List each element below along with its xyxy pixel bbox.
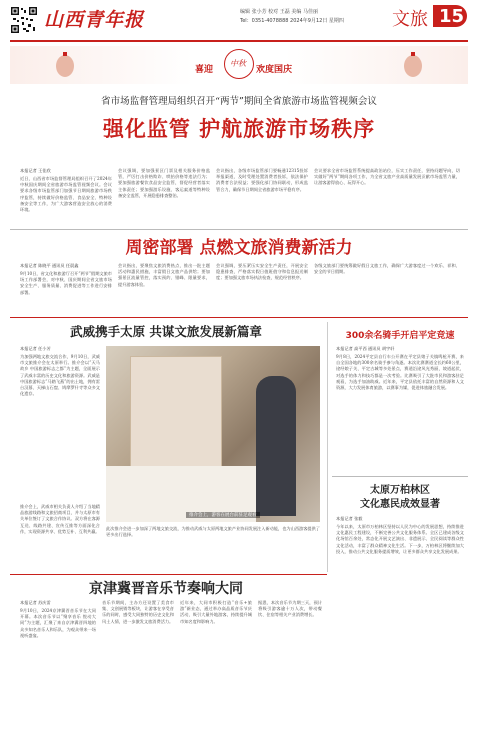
- article1-col4: 会议要求全省市场监管系统提高政治站位，压实工作责任，坚持问题导向，切实做好“两节”期间各项工作，为全省文旅产业高质量发展贡献市场监管力量，让游客游得放心、玩得开心。: [314, 168, 460, 186]
- article1-kicker: 省市场监督管理局组织召开“两节”期间全省旅游市场监管视频会议: [101, 96, 377, 107]
- newspaper-logo: 山西青年报: [44, 9, 145, 31]
- article5-text: 今年以来，太原市万柏林区坚持以人民为中心的发展思想，持续推进文化惠民工程建设，不断完善公共文化服务体系。全区已建成各级文化场馆百余处，常态化开展文艺演出、非遗展示、全民阅读等群众性文化活动，丰富了群众精神文化生活。下一步，万柏林区将继续加大投入，推动公共文化服务提质增效，让更多群众共享文化发展成果。: [336, 524, 464, 554]
- column-divider: [327, 322, 328, 572]
- masthead-meta-date: Tel：0351-4078888 2024年9月12日 星期四: [240, 18, 344, 24]
- banner-left-text: 喜迎: [195, 65, 214, 75]
- article6-headline: 京津冀晋音乐节奏响大同: [89, 581, 243, 597]
- page-number-label: 15: [439, 6, 465, 27]
- article6-col1: 9月10日，2024京津冀晋音乐节在大同开幕。本次音乐节以“聚享音乐 悦动大同”为主题，汇聚了来自京津冀晋四地的众多知名音乐人和乐队，为观众带来一场视听盛宴。: [20, 608, 96, 638]
- article3-photo-caption: 推介会上，游客在展台前驻足观看: [186, 512, 260, 518]
- banner-right-text: 欢度国庆: [256, 65, 293, 75]
- article1-col2: 会议强调，要加强景区门票及相关服务价格监管，严厉打击价格欺诈、哄抬价格等违法行为；要加强旅游餐饮食品安全监管，督促经营者落实主体责任；要加强游乐设施、客运索道等特种设备安全监管，开展隐患排查整治。: [118, 168, 210, 198]
- article2-col1: 9月10日，省文化和旅游厅召开“两节”假期文旅市场工作部署会，对中秋、国庆期间全省文旅市场安全生产、服务质量、消费促进等工作进行安排部署。: [20, 271, 112, 295]
- article3-col1: 为加强两地文旅交流合作，9月10日，武威市文旅推介会在太原举行。推介会以“天马故乡 中国旅游标志之都”为主题，全面展示了武威丰富的历史文化和旅游资源。武威是中国旅游标志“马踏飞燕”的出土地，拥有雷台汉墓、天梯山石窟、鸠摩罗什寺等众多文化遗存。: [20, 354, 100, 397]
- article5-headline: [332, 484, 468, 512]
- article2-byline: 本报记者 陈晓平 通讯员 任晨鑫: [20, 263, 79, 268]
- article1-headline: 强化监管 护航旅游市场秩序: [102, 117, 376, 141]
- article3-headline: 武威携手太原 共谋文旅发展新篇章: [70, 324, 262, 339]
- article4-text: 9月8日，2024平定县自行车公开赛在平定县娘子关镇鸣枪开赛，来自全国各地的300余名骑手参与角逐。本次比赛赛道全长约60公里，途经娘子关、平定古城等多处景点，赛道沿途风光秀丽，坡道起伏，对选手的体力和技巧都是一次考验。比赛吸引了大批市民和游客驻足观看，为选手加油助威。近年来，平定县依托丰富的自然资源和人文资源，大力发展体育旅游，以赛事为媒，促进体旅融合发展。: [336, 354, 464, 391]
- mid-autumn-badge-label: 中秋: [230, 59, 246, 68]
- section-title: 文旅: [392, 9, 428, 30]
- article1-byline: 本报记者 王佳欣: [20, 168, 51, 173]
- masthead-rule: [10, 40, 468, 42]
- divider: [10, 574, 327, 575]
- article5-byline: 本报记者 张毅: [336, 516, 363, 521]
- photo-banner-stand: [130, 356, 222, 478]
- article3-col3: 此次推介会进一步加深了两地文旅交流，为推动武威与太原两地文旅产业协同发展注入新动能，也为山西游客提供了更多出行选择。: [106, 526, 320, 538]
- article6-byline: 本报记者 苏庆雷: [20, 600, 51, 605]
- festival-banner: [10, 46, 468, 84]
- article2-col4: 各级文旅部门要统筹做好假日文旅工作，确保广大游客度过一个欢乐、祥和、安全的节日假期。: [314, 263, 460, 275]
- article1-col1: 近日，山西省市场监督管理局组织召开了2024年中秋国庆期间全省旅游市场监管视频会议。会议要求各级市场监管部门加强节日期间旅游市场秩序监管，持续做好价格监管、食品安全、特种设备安全等工作，为广大游客营造安全放心的消费环境。: [20, 176, 112, 213]
- page-number: [433, 5, 467, 27]
- article6-col3: 近年来，大同市积极打造“音乐+旅游”新业态，通过举办高品质音乐节庆活动，吸引大量外地游客，持续提升城市知名度和影响力。: [180, 600, 252, 624]
- article3-col2: 推介会上，武威市相关负责人介绍了当地精品旅游线路和文旅招商项目，并与太原市有关单位签订了文旅合作协议。双方将在客源互送、线路共建、宣传互推等方面深化合作，实现资源共享、优势互补、互利共赢。: [20, 504, 100, 534]
- mid-autumn-badge: [224, 49, 254, 79]
- divider: [332, 476, 468, 477]
- divider: [10, 317, 468, 318]
- lantern-decoration: [50, 50, 80, 80]
- divider: [10, 229, 468, 230]
- article5-headline-text: 太原万柏林区 文化惠民成效显著: [360, 485, 440, 510]
- article6-col2: 音乐节期间，主办方还设置了美食市集、文创展销等板块，让游客在享受音乐的同时，感受大同独特的历史文化和风土人情，进一步激发文旅消费活力。: [102, 600, 174, 624]
- qr-code-icon: [10, 6, 38, 34]
- article6-col4: 据悉，本次音乐节为期三天，预计将吸引游客逾十万人次，带动餐饮、住宿等相关产业消费增长。: [258, 600, 322, 618]
- article4-headline: 300余名骑手开启平定竞速: [345, 331, 455, 341]
- article3-byline: 本报记者 任小芳: [20, 346, 51, 351]
- article2-col2: 会议指出，要聚焦文旅消费热点，推出一批主题活动和惠民措施，丰富假日文旅产品供给；要加强景区流量管控，落实预约、错峰、限量要求，提升游客体验。: [118, 263, 210, 287]
- photo-person: [256, 376, 296, 516]
- article2-col3: 会议强调，要压紧压实安全生产责任，开展安全隐患排查，严格落实假日值班值守和信息报送制度；要加强文旅市场执法检查，规范经营秩序。: [216, 263, 308, 281]
- article2-headline: 周密部署 点燃文旅消费新活力: [125, 238, 353, 258]
- article3-photo: [106, 346, 320, 522]
- masthead-meta-editors: 编辑 张小芳 校对 王磊 美编 马佳丽: [240, 9, 318, 15]
- article1-col3: 会议指出，各级市场监管部门要畅通12315投诉举报渠道，及时受理处置消费者投诉，依法保护消费者合法权益；要强化部门协同联动，形成监管合力，确保节日期间全省旅游市场平稳有序。: [216, 168, 308, 192]
- lantern-decoration-right: [398, 50, 428, 80]
- masthead: [0, 0, 480, 44]
- article4-byline: 本报记者 高平西 通讯员 胡宇轩: [336, 346, 395, 351]
